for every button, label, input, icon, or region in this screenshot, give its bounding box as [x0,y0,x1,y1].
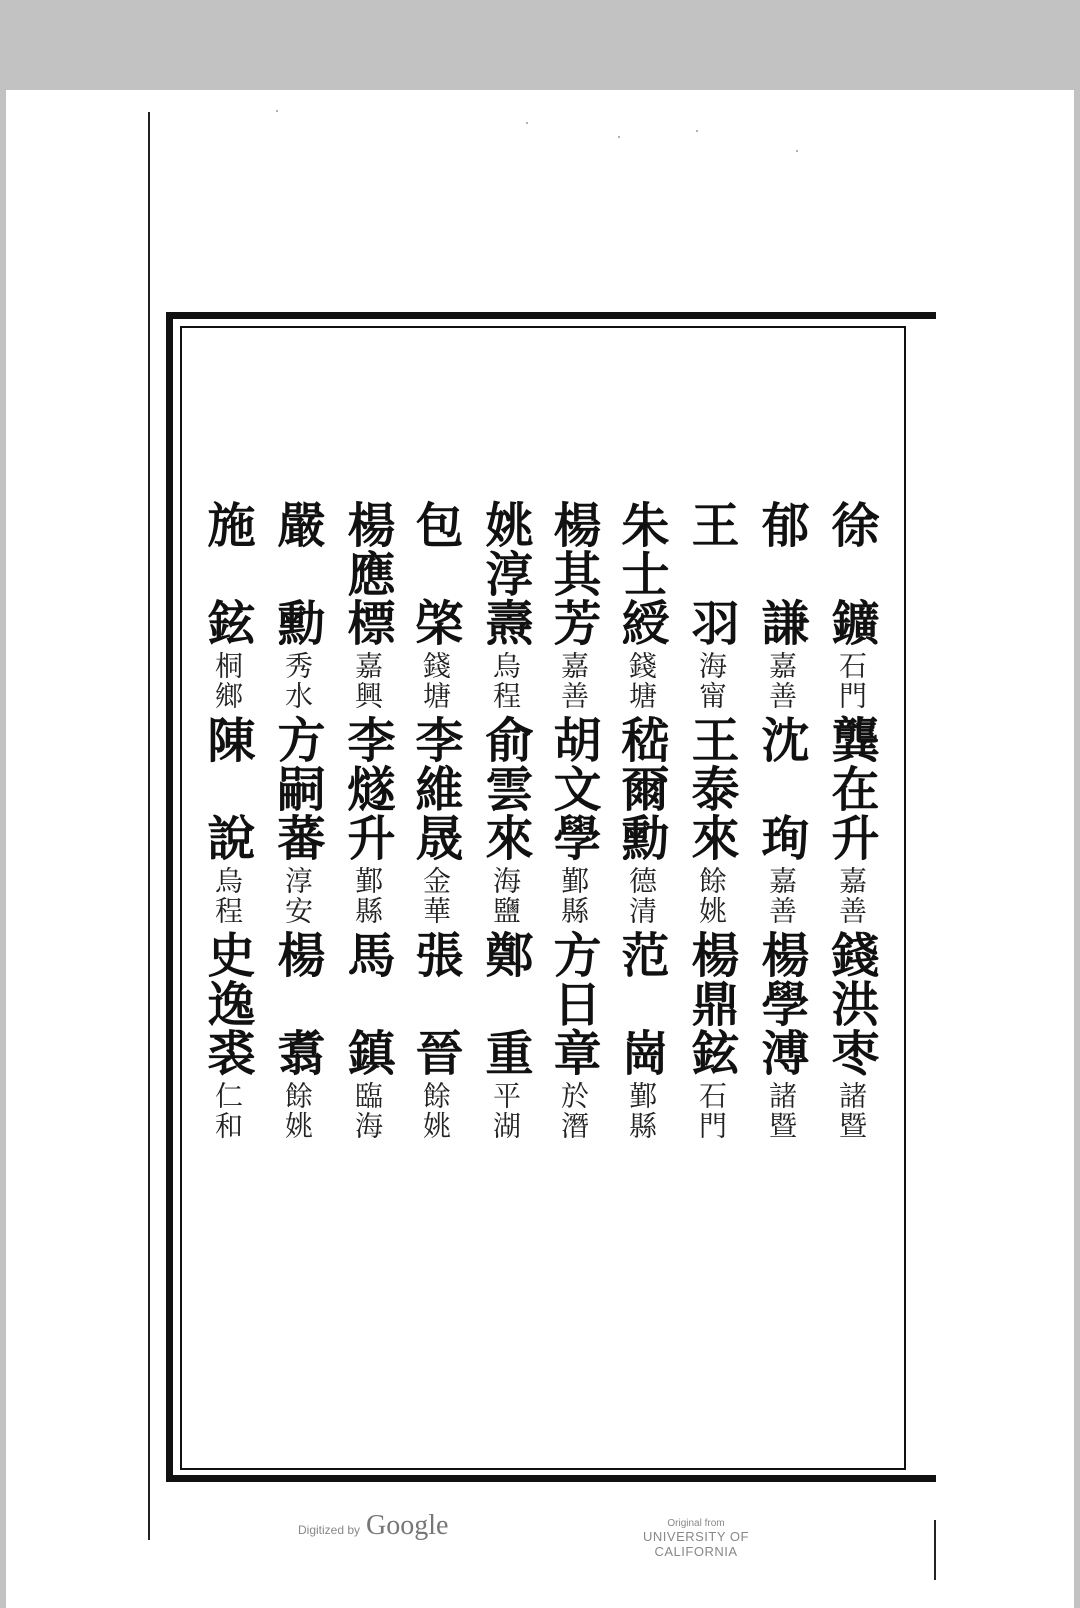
name-list [192,500,892,1460]
scanned-page [6,90,1074,1608]
place-annotation: 金華 [419,866,452,926]
place-annotation: 仁和 [211,1081,244,1141]
place-annotation: 餘姚 [695,866,728,926]
person-name: 王 羽 [683,500,739,647]
text-column [612,500,670,1460]
place-annotation: 石門 [835,651,868,711]
place-annotation: 餘姚 [419,1081,452,1141]
digitized-by-label: Digitized by [298,1523,361,1537]
place-annotation: 桐鄉 [211,651,244,711]
google-logo: Google [366,1510,449,1541]
place-annotation: 嘉善 [765,866,798,926]
person-name: 楊學溥 [753,930,809,1077]
person-name: 徐 鑛 [823,500,879,647]
person-name: 李維晟 [407,715,463,862]
person-name: 史逸裘 [199,930,255,1077]
person-name: 范 崗 [613,930,669,1077]
person-name: 馬 鎮 [339,930,395,1077]
digitized-by-google [298,1510,448,1550]
place-annotation: 諸暨 [835,1081,868,1141]
person-name: 嵇爾勳 [613,715,669,862]
text-column [822,500,880,1460]
scan-speck [618,136,620,138]
person-name: 王泰來 [683,715,739,862]
original-from-credit [606,1518,786,1559]
person-name: 方嗣蕃 [269,715,325,862]
place-annotation: 海甯 [695,651,728,711]
original-from-label: Original from [667,1518,725,1529]
text-column [544,500,602,1460]
person-name: 錢洪枣 [823,930,879,1077]
page-edge-mark [934,1520,936,1580]
place-annotation: 秀水 [281,651,314,711]
person-name: 鄭 重 [477,930,533,1077]
person-name: 楊應標 [339,500,395,647]
place-annotation: 鄞縣 [625,1081,658,1141]
scan-speck [696,130,698,132]
text-column [476,500,534,1460]
place-annotation: 德清 [625,866,658,926]
scan-speck [526,122,528,124]
person-name: 胡文學 [545,715,601,862]
person-name: 姚淳燾 [477,500,533,647]
place-annotation: 海鹽 [489,866,522,926]
person-name: 施 鉉 [199,500,255,647]
place-annotation: 嘉善 [765,651,798,711]
person-name: 包 棨 [407,500,463,647]
text-column [338,500,396,1460]
text-column [198,500,256,1460]
place-annotation: 烏程 [489,651,522,711]
person-name: 楊其芳 [545,500,601,647]
place-annotation: 石門 [695,1081,728,1141]
text-column [682,500,740,1460]
place-annotation: 平湖 [489,1081,522,1141]
university-label: UNIVERSITY OF CALIFORNIA [643,1529,749,1559]
person-name: 嚴 勳 [269,500,325,647]
text-column [268,500,326,1460]
place-annotation: 諸暨 [765,1081,798,1141]
person-name: 張 晉 [407,930,463,1077]
place-annotation: 鄞縣 [351,866,384,926]
scan-speck [276,110,278,112]
place-annotation: 錢塘 [419,651,452,711]
text-column [752,500,810,1460]
binding-edge-line [148,112,150,1540]
scan-speck [796,150,798,152]
person-name: 朱士綬 [613,500,669,647]
person-name: 方日章 [545,930,601,1077]
place-annotation: 淳安 [281,866,314,926]
text-column [406,500,464,1460]
scan-background-top [0,0,1080,90]
person-name: 楊鼎鉉 [683,930,739,1077]
place-annotation: 錢塘 [625,651,658,711]
place-annotation: 烏程 [211,866,244,926]
person-name: 李燧升 [339,715,395,862]
place-annotation: 嘉興 [351,651,384,711]
person-name: 龔在升 [823,715,879,862]
place-annotation: 於潛 [557,1081,590,1141]
place-annotation: 嘉善 [835,866,868,926]
person-name: 郁 謙 [753,500,809,647]
place-annotation: 臨海 [351,1081,384,1141]
person-name: 陳 說 [199,715,255,862]
person-name: 沈 珣 [753,715,809,862]
place-annotation: 餘姚 [281,1081,314,1141]
place-annotation: 鄞縣 [557,866,590,926]
place-annotation: 嘉善 [557,651,590,711]
person-name: 俞雲來 [477,715,533,862]
person-name: 楊 翥 [269,930,325,1077]
